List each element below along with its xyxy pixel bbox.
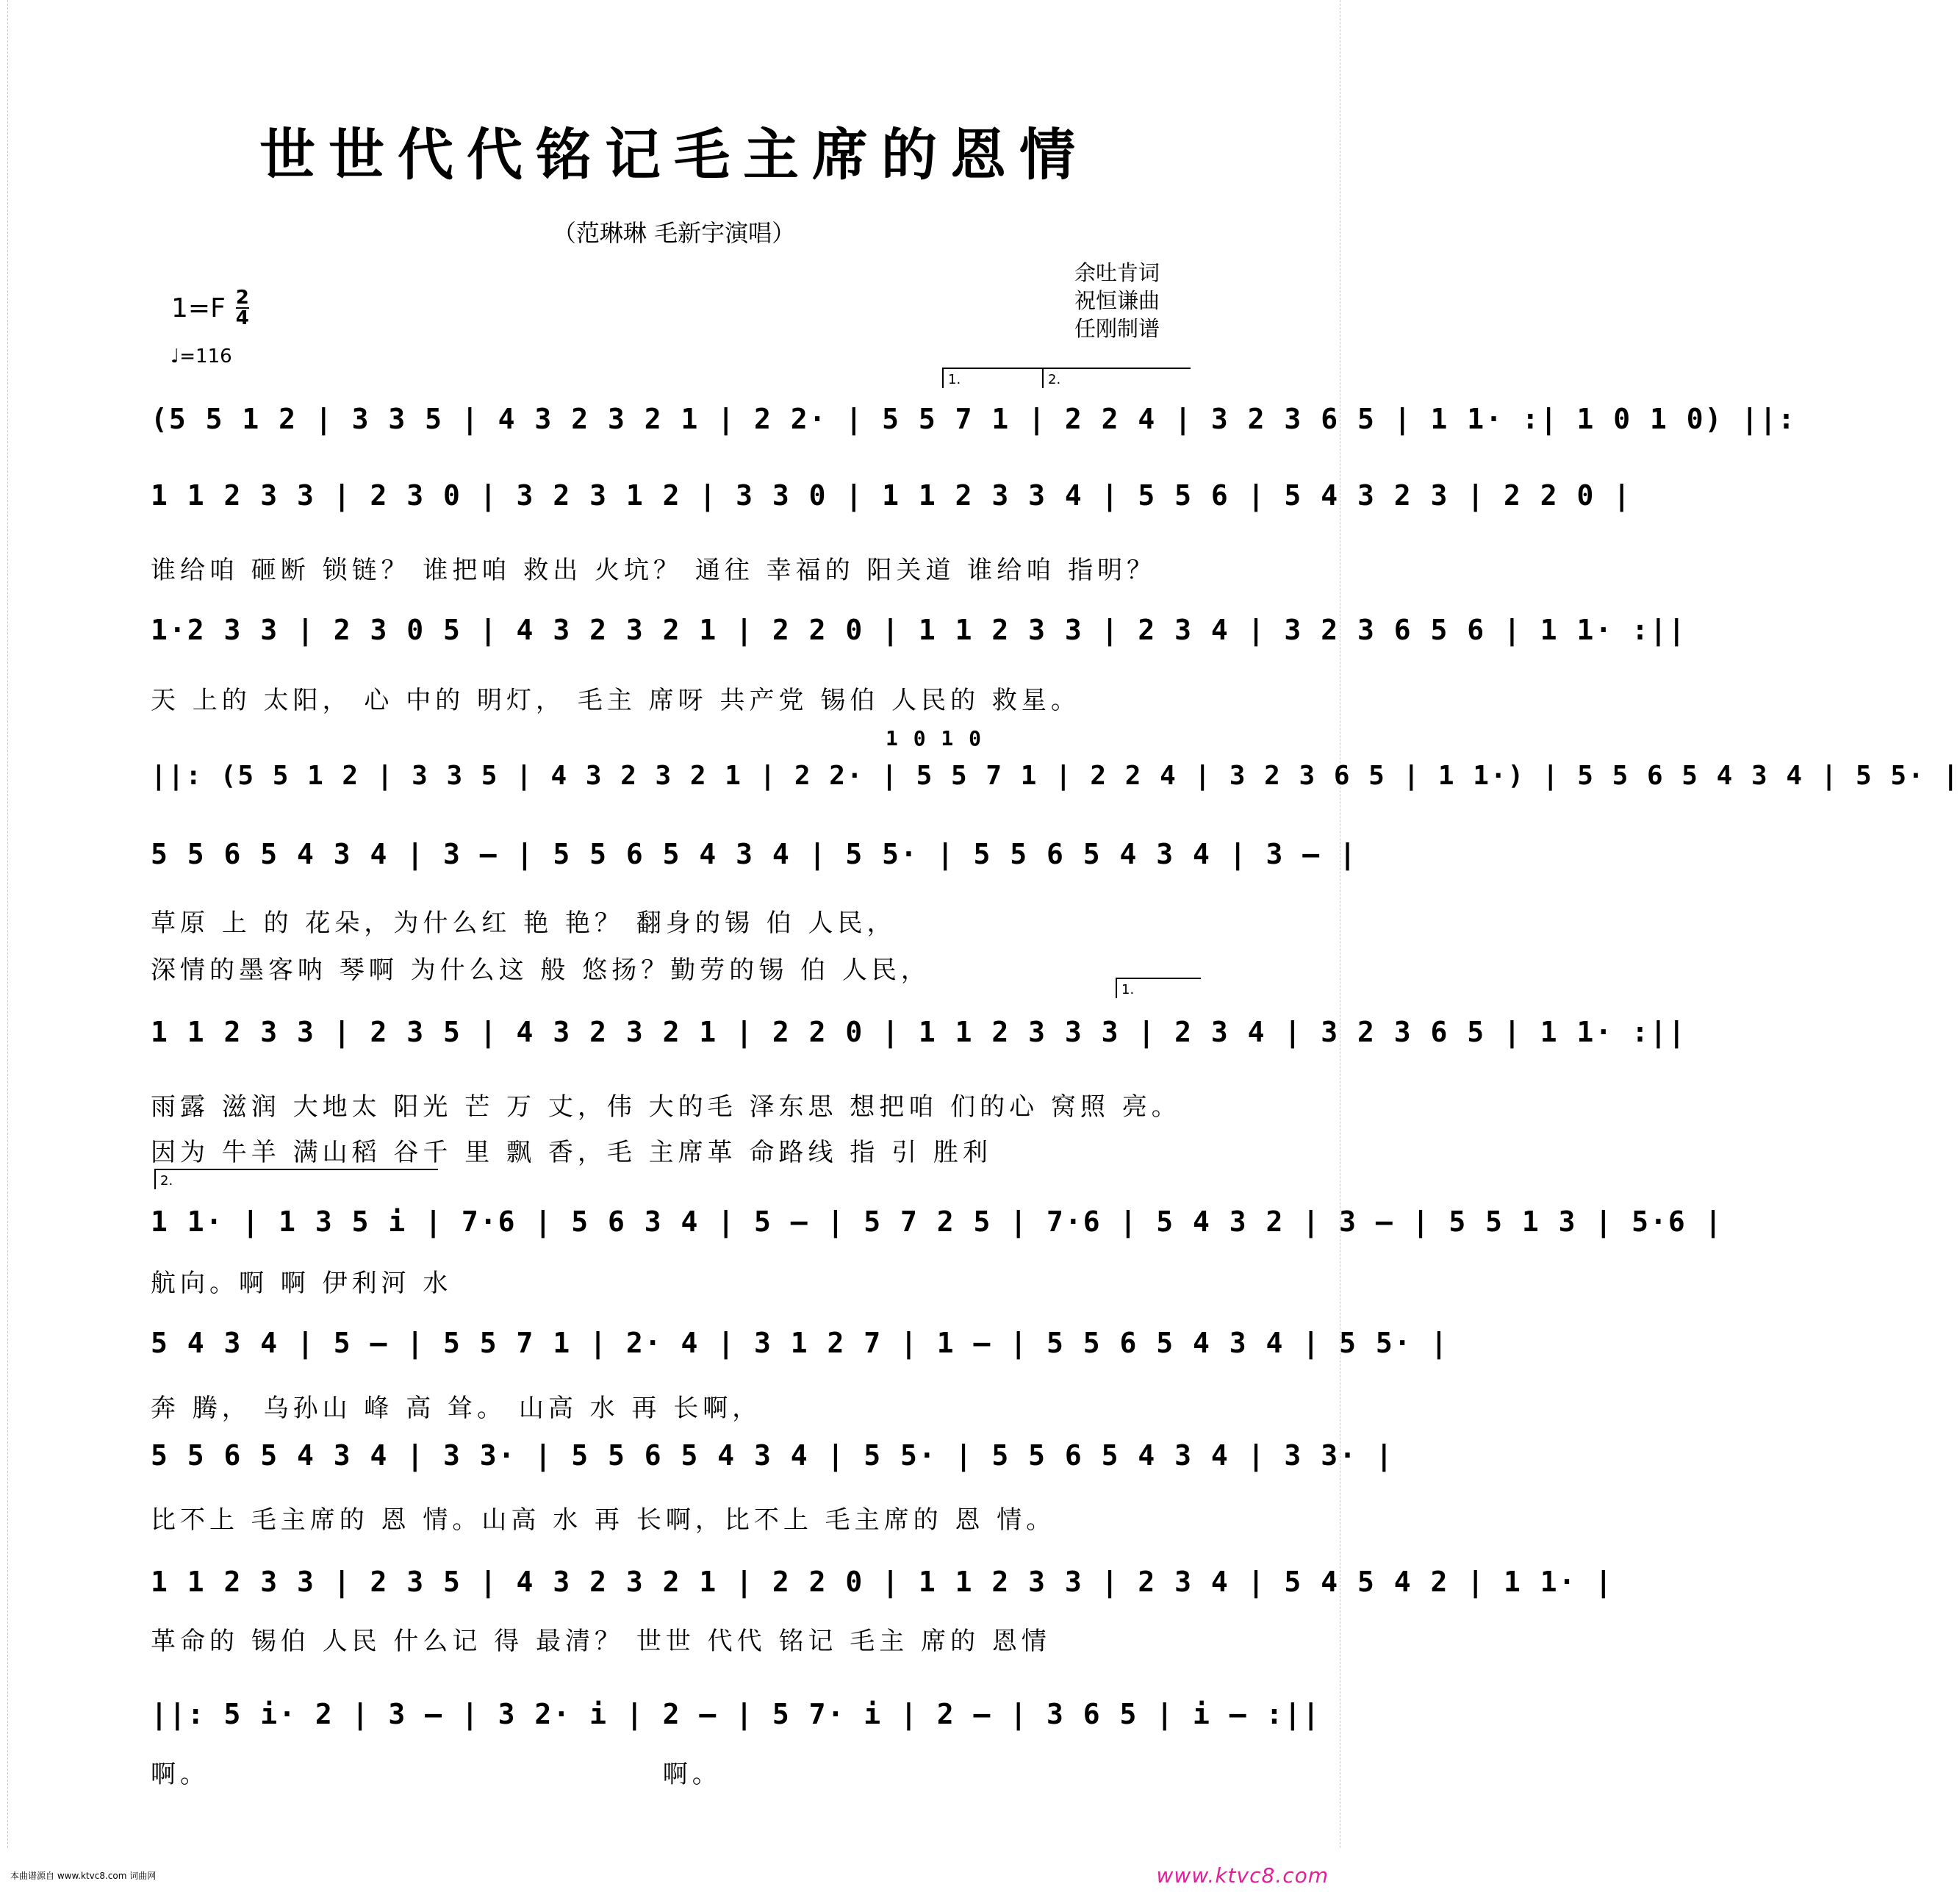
- notation-row-5: 5 5 6 5 4 3 4 | 3 – | 5 5 6 5 4 3 4 | 5 5· | 5 5 6 5 4 3 4 | 3 – |: [151, 838, 1357, 870]
- notation-row-11: ||: 5 i· 2 | 3 – | 3 2· i | 2 – | 5 7· i | 2 – | 3 6 5 | i – :||: [151, 1698, 1321, 1730]
- lyric-row-4: 深情的墨客呐 琴啊 为什么这 般 悠扬？勤劳的锡 伯 人民，: [151, 956, 930, 985]
- time-signature-top: 2: [235, 287, 249, 309]
- song-title: 世世代代铭记毛主席的恩情: [259, 122, 1088, 187]
- notation-row-7: 1 1· | 1 3 5 i | 7·6 | 5 6 3 4 | 5 – | 5 7 2 5 | 7·6 | 5 4 3 2 | 3 – | 5 5 1 3 | 5·6 |: [151, 1205, 1723, 1238]
- notation-row-9: 5 5 6 5 4 3 4 | 3 3· | 5 5 6 5 4 3 4 | 5 5· | 5 5 6 5 4 3 4 | 3 3· |: [151, 1439, 1394, 1472]
- time-signature-bottom: 4: [235, 307, 249, 329]
- key-label: 1=F: [171, 293, 226, 323]
- credits: [1074, 259, 1160, 343]
- tempo-mark: ♩=116: [170, 345, 232, 368]
- footer-source: 本曲谱源自 www.ktvc8.com 词曲网: [10, 1871, 157, 1881]
- composer: 祝恒谦曲: [1074, 288, 1160, 313]
- key-signature: [171, 288, 249, 328]
- notation-row-8: 5 4 3 4 | 5 – | 5 5 7 1 | 2· 4 | 3 1 2 7 | 1 – | 5 5 6 5 4 3 4 | 5 5· |: [151, 1327, 1449, 1359]
- notation-row-2: 1 1 2 3 3 | 2 3 0 | 3 2 3 1 2 | 3 3 0 | 1 1 2 3 3 4 | 5 5 6 | 5 4 3 2 3 | 2 2 0 |: [151, 479, 1632, 512]
- transcriber: 任刚制谱: [1074, 316, 1160, 341]
- lyric-row-8: 奔 腾， 乌孙山 峰 高 耸。 山高 水 再 长啊，: [151, 1394, 762, 1423]
- notation-row-4: ||: (5 5 1 2 | 3 3 5 | 4 3 2 3 2 1 | 2 2· | 5 5 7 1 | 2 2 4 | 3 2 3 6 5 | 1 1·) | 5 5 6 5 4 3 4 | 5 5· |: [151, 761, 1960, 791]
- volta-second-ending: 2.: [1042, 368, 1191, 388]
- lyric-row-10: 革命的 锡伯 人民 什么记 得 最清？ 世世 代代 铭记 毛主 席的 恩情: [151, 1627, 1051, 1656]
- lyric-row-11: 啊。 啊。: [151, 1760, 722, 1789]
- volta-second-ending-2: 2.: [154, 1169, 438, 1189]
- left-margin-watermark: [0, 0, 8, 1848]
- notation-row-10: 1 1 2 3 3 | 2 3 5 | 4 3 2 3 2 1 | 2 2 0 | 1 1 2 3 3 | 2 3 4 | 5 4 5 4 2 | 1 1· |: [151, 1566, 1614, 1598]
- notation-row-3: 1·2 3 3 | 2 3 0 5 | 4 3 2 3 2 1 | 2 2 0 | 1 1 2 3 3 | 2 3 4 | 3 2 3 6 5 6 | 1 1· :||: [151, 614, 1687, 646]
- lyric-row-2: 天 上的 太阳， 心 中的 明灯， 毛主 席呀 共产党 锡伯 人民的 救星。: [151, 686, 1080, 715]
- lyric-row-7: 航向。啊 啊 伊利河 水: [151, 1269, 453, 1298]
- volta-first-ending: 1.: [942, 368, 1042, 388]
- footer-site-logo: www.ktvc8.com: [1156, 1863, 1329, 1888]
- lyric-row-1: 谁给咱 砸断 锁链？ 谁把咱 救出 火坑？ 通往 幸福的 阳关道 谁给咱 指明？: [151, 556, 1157, 585]
- lyric-row-6: 因为 牛羊 满山稻 谷千 里 飘 香，毛 主席革 命路线 指 引 胜利: [151, 1138, 992, 1167]
- inline-mark: 1 0 1 0: [886, 726, 983, 750]
- lyric-row-5: 雨露 滋润 大地太 阳光 芒 万 丈，伟 大的毛 泽东思 想把咱 们的心 窝照 亮。: [151, 1092, 1181, 1122]
- lyricist: 余吐肯词: [1074, 260, 1160, 285]
- lyric-row-9: 比不上 毛主席的 恩 情。山高 水 再 长啊，比不上 毛主席的 恩 情。: [151, 1505, 1056, 1535]
- performers: （范琳琳 毛新宇演唱）: [552, 219, 796, 247]
- lyric-row-3: 草原 上 的 花朵，为什么红 艳 艳？ 翻身的锡 伯 人民，: [151, 909, 897, 938]
- volta-first-ending-2: 1.: [1116, 978, 1201, 998]
- time-signature: [236, 288, 249, 328]
- notation-row-1: (5 5 1 2 | 3 3 5 | 4 3 2 3 2 1 | 2 2· | 5 5 7 1 | 2 2 4 | 3 2 3 6 5 | 1 1· :| 1 0 1 0) ||:: [151, 403, 1797, 435]
- notation-row-6: 1 1 2 3 3 | 2 3 5 | 4 3 2 3 2 1 | 2 2 0 | 1 1 2 3 3 3 | 2 3 4 | 3 2 3 6 5 | 1 1· :||: [151, 1016, 1687, 1048]
